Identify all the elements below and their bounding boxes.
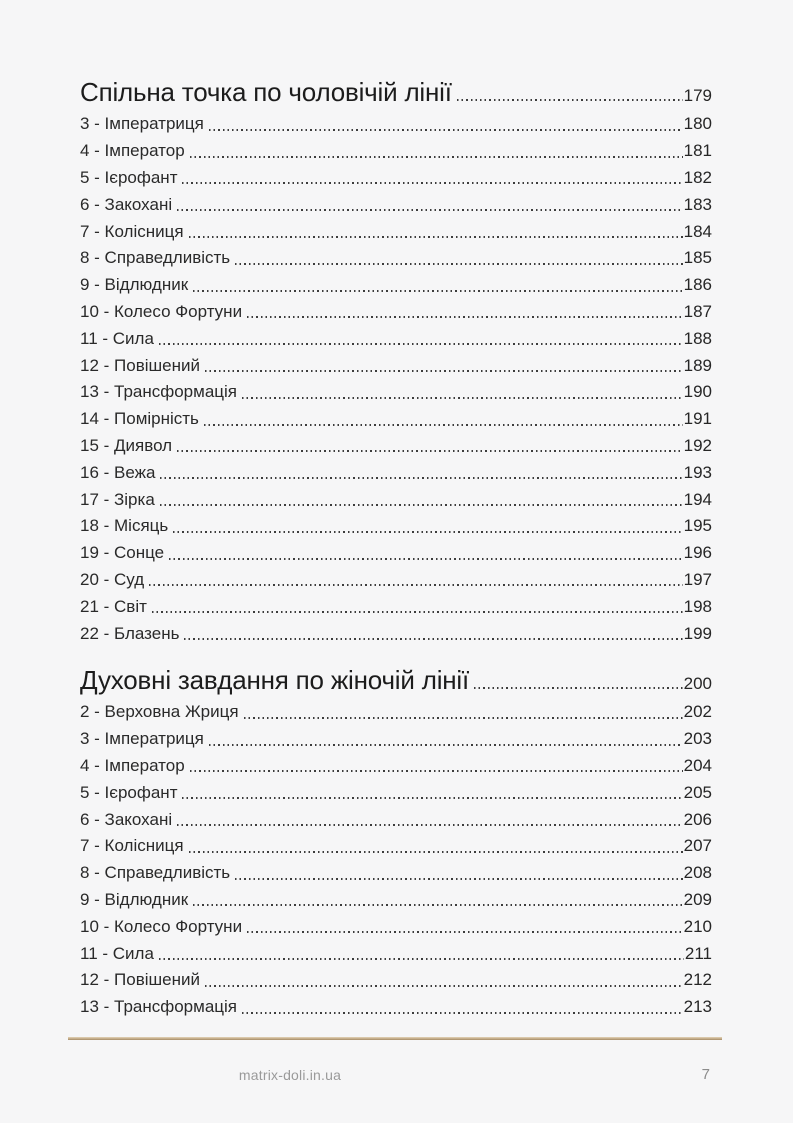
entry-page-number: 182 [683, 168, 712, 187]
toc-section [80, 72, 712, 644]
entry-page-number: 184 [683, 221, 712, 241]
dot-leader [159, 343, 683, 345]
entry-page-number: 186 [683, 275, 712, 295]
dot-leader [189, 236, 683, 238]
entry-label: 13 - Трансформація [80, 382, 238, 402]
entry-label: 8 - Справедливість [80, 863, 231, 883]
section-page-number: 179 [683, 85, 712, 105]
entry-label: 12 - Повішений [80, 970, 200, 990]
toc-entry[interactable] [80, 696, 712, 723]
entry-label: 18 - Місяць [80, 516, 169, 536]
entry-label: 4 - Імператор [80, 755, 185, 775]
entry-page-number: 207 [683, 836, 712, 856]
toc-entry[interactable] [80, 723, 712, 750]
entry-label: 17 - Зірка [80, 489, 155, 509]
entry-label: 6 - Закохані [80, 194, 173, 214]
toc-entry[interactable] [80, 617, 712, 644]
entry-label: 11 - Сила [80, 943, 154, 963]
entry-label: 5 - Ієрофант [80, 168, 178, 187]
entry-page-number: 208 [683, 863, 712, 883]
toc-entry[interactable] [80, 376, 712, 403]
dot-leader [457, 99, 683, 101]
dot-leader [204, 424, 683, 426]
dot-leader [209, 129, 683, 131]
entry-label: 19 - Сонце [80, 543, 165, 563]
entry-page-number: 209 [683, 889, 712, 909]
toc-entry-list [80, 696, 712, 1018]
entry-page-number: 205 [683, 782, 712, 802]
entry-page-number: 195 [683, 516, 712, 536]
toc-entry[interactable] [80, 242, 712, 269]
dot-leader [247, 316, 683, 318]
entry-page-number: 193 [683, 462, 712, 482]
toc-entry[interactable] [80, 403, 712, 430]
dot-leader [193, 290, 682, 292]
toc-entry[interactable] [80, 162, 712, 189]
entry-page-number: 189 [683, 355, 712, 375]
toc-entry[interactable] [80, 483, 712, 510]
toc-section-heading[interactable] [80, 660, 712, 694]
dot-leader [177, 450, 683, 452]
entry-page-number: 212 [683, 970, 712, 990]
dot-leader [242, 1012, 683, 1014]
toc-entry[interactable] [80, 269, 712, 296]
entry-page-number: 199 [683, 623, 712, 643]
entry-label: 10 - Колесо Фортуни [80, 916, 243, 936]
entry-page-number: 211 [684, 943, 712, 963]
footer-site-link[interactable]: matrix-doli.in.ua [238, 1067, 342, 1083]
entry-label: 22 - Блазень [80, 623, 180, 643]
dot-leader [173, 531, 682, 533]
dot-leader [182, 797, 682, 799]
entry-page-number: 202 [683, 702, 712, 722]
dot-leader [205, 370, 683, 372]
toc-entry[interactable] [80, 803, 712, 830]
entry-page-number: 188 [683, 328, 712, 348]
toc-entry[interactable] [80, 510, 712, 537]
dot-leader [189, 851, 683, 853]
toc-entry-list [80, 108, 712, 644]
entry-label: 3 - Імператриця [80, 114, 204, 134]
toc-section-heading[interactable] [80, 72, 712, 106]
entry-page-number: 180 [683, 114, 712, 134]
entry-page-number: 206 [683, 809, 712, 829]
entry-page-number: 192 [683, 435, 712, 455]
entry-label: 12 - Повішений [80, 355, 200, 375]
entry-label: 2 - Верховна Жриця [80, 702, 239, 722]
section-title: Духовні завдання по жіночій лінії [80, 664, 470, 695]
toc-entry[interactable] [80, 830, 712, 857]
section-page-number: 200 [683, 673, 712, 693]
dot-leader [184, 638, 682, 640]
entry-label: 11 - Сила [80, 328, 154, 348]
entry-label: 5 - Ієрофант [80, 782, 178, 802]
entry-label: 4 - Імператор [80, 141, 185, 161]
entry-label: 6 - Закохані [80, 809, 173, 829]
entry-page-number: 196 [683, 543, 712, 563]
toc-entry[interactable] [80, 991, 712, 1018]
entry-page-number: 210 [683, 916, 712, 936]
dot-leader [160, 477, 682, 479]
entry-page-number: 197 [683, 569, 712, 589]
dot-leader [169, 558, 682, 560]
toc-section [80, 660, 712, 1018]
dot-leader [235, 263, 682, 265]
toc-entry[interactable] [80, 537, 712, 564]
dot-leader [205, 985, 683, 987]
toc-entry[interactable] [80, 884, 712, 911]
toc-entry[interactable] [80, 564, 712, 591]
footer-page-number: 7 [701, 1066, 710, 1083]
toc-entry[interactable] [80, 964, 712, 991]
toc-entry[interactable] [80, 296, 712, 323]
dot-leader [474, 687, 683, 689]
toc-entry[interactable] [80, 108, 712, 135]
dot-leader [190, 770, 683, 772]
entry-label: 21 - Світ [80, 596, 147, 616]
toc-entry[interactable] [80, 215, 712, 242]
entry-label: 9 - Відлюдник [80, 889, 189, 909]
dot-leader [160, 504, 683, 506]
entry-page-number: 204 [683, 755, 712, 775]
entry-label: 7 - Колісниця [80, 836, 184, 856]
entry-page-number: 185 [683, 248, 712, 268]
entry-label: 13 - Трансформація [80, 997, 238, 1017]
dot-leader [177, 824, 683, 826]
entry-page-number: 198 [683, 596, 712, 616]
dot-leader [152, 611, 683, 613]
toc-entry[interactable] [80, 430, 712, 457]
toc-entry[interactable] [80, 910, 712, 937]
table-of-contents [80, 72, 712, 1018]
entry-page-number: 194 [683, 489, 712, 509]
dot-leader [247, 931, 683, 933]
entry-label: 20 - Суд [80, 569, 145, 589]
entry-page-number: 213 [683, 997, 712, 1017]
entry-label: 9 - Відлюдник [80, 275, 189, 295]
dot-leader [193, 904, 682, 906]
toc-entry[interactable] [80, 188, 712, 215]
entry-label: 10 - Колесо Фортуни [80, 301, 243, 321]
entry-label: 14 - Помірність [80, 409, 199, 429]
entry-label: 7 - Колісниця [80, 221, 184, 241]
entry-label: 15 - Диявол [80, 435, 173, 455]
entry-label: 8 - Справедливість [80, 248, 231, 268]
entry-page-number: 181 [683, 141, 712, 161]
toc-entry[interactable] [80, 135, 712, 162]
dot-leader [177, 209, 683, 211]
entry-label: 16 - Вежа [80, 462, 156, 482]
toc-entry[interactable] [80, 857, 712, 884]
dot-leader [209, 744, 683, 746]
dot-leader [242, 397, 683, 399]
dot-leader [235, 878, 682, 880]
entry-page-number: 187 [683, 301, 712, 321]
toc-entry[interactable] [80, 456, 712, 483]
entry-page-number: 183 [683, 194, 712, 214]
entry-page-number: 191 [683, 409, 712, 429]
dot-leader [190, 156, 683, 158]
dot-leader [149, 584, 682, 586]
dot-leader [182, 182, 682, 184]
toc-entry[interactable] [80, 322, 712, 349]
toc-entry[interactable] [80, 937, 712, 964]
dot-leader [159, 958, 684, 960]
toc-entry[interactable] [80, 776, 712, 803]
entry-page-number: 203 [683, 729, 712, 749]
section-title: Спільна точка по чоловічій лінії [80, 76, 452, 107]
entry-label: 3 - Імператриця [80, 729, 204, 749]
toc-entry[interactable] [80, 590, 712, 617]
dot-leader [244, 717, 683, 719]
footer-rule [68, 1037, 722, 1040]
toc-entry[interactable] [80, 349, 712, 376]
entry-page-number: 190 [683, 382, 712, 402]
toc-entry[interactable] [80, 750, 712, 777]
